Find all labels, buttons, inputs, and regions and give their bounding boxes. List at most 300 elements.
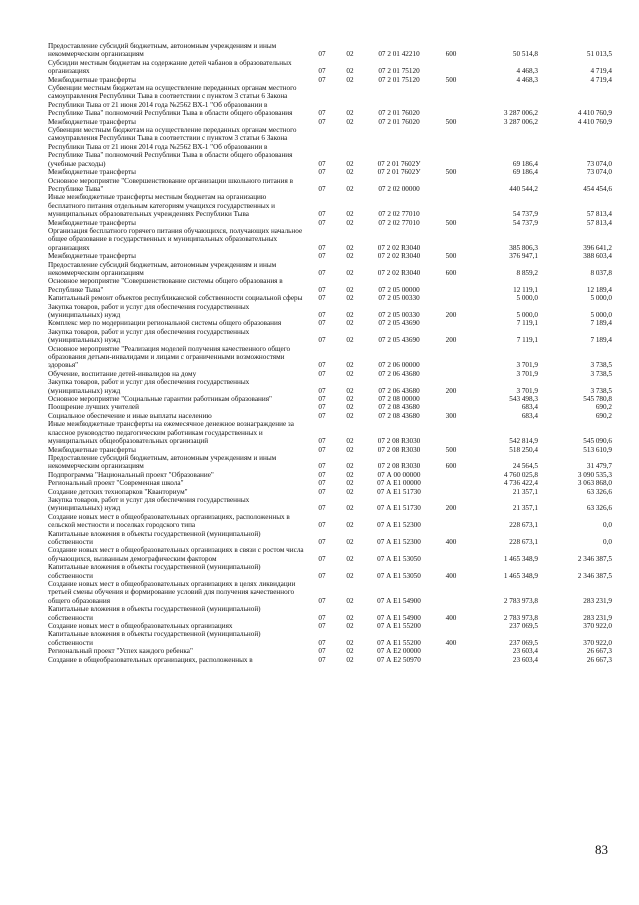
amount-year-1: 21 357,1 <box>512 504 538 513</box>
subsection-code: 02 <box>346 75 354 84</box>
amount-year-1: 50 514,8 <box>512 50 538 59</box>
amount-year-2: 8 037,8 <box>590 268 612 277</box>
amount-year-1: 54 737,9 <box>512 218 538 227</box>
amount-year-2: 12 189,4 <box>586 285 612 294</box>
row-name: Межбюджетные трансферты <box>48 75 136 84</box>
target-article-code: 07 А Е1 55200 <box>377 622 421 631</box>
expense-type-code: 400 <box>445 613 457 622</box>
target-article-code: 07 А Е1 54900 <box>377 613 421 622</box>
table-row <box>48 446 612 454</box>
section-code: 07 <box>318 596 326 605</box>
section-code: 07 <box>318 571 326 580</box>
amount-year-2: 4 719,4 <box>590 67 612 76</box>
amount-year-2: 4 719,4 <box>590 75 612 84</box>
target-article-code: 07 2 02 R3040 <box>377 243 421 252</box>
section-code: 07 <box>318 638 326 647</box>
row-name: Иные межбюджетные трансферты на ежемесячное денежное вознаграждение за классное руководство педагогическим работникам государственных и муниципальных общеобразовательных организаций <box>48 420 294 446</box>
row-name: Региональный проект "Успех каждого ребенка" <box>48 647 193 656</box>
target-article-code: 07 А Е2 50970 <box>377 655 421 664</box>
subsection-code: 02 <box>346 571 354 580</box>
subsection-code: 02 <box>346 386 354 395</box>
row-name: Создание новых мест в общеобразовательных организациях в целях ликвидации третьей смены обучения и формирование условий для получения качественного общего образования <box>48 580 296 605</box>
section-code: 07 <box>318 294 326 303</box>
table-row <box>48 261 612 278</box>
table-row <box>48 647 612 655</box>
row-name: Подпрограмма "Национальный проект "Образование" <box>48 470 214 479</box>
amount-year-2: 454 454,6 <box>583 184 612 193</box>
section-code: 07 <box>318 159 326 168</box>
amount-year-1: 518 250,4 <box>509 445 538 454</box>
target-article-code: 07 2 08 R3030 <box>377 437 421 446</box>
amount-year-1: 542 814,9 <box>509 437 538 446</box>
row-name: Предоставление субсидий бюджетным, автономным учреждениям и иным некоммерческим организациям <box>48 260 277 277</box>
subsection-code: 02 <box>346 268 354 277</box>
amount-year-2: 73 074,0 <box>586 159 612 168</box>
table-row <box>48 42 612 59</box>
expense-type-code <box>434 370 468 378</box>
expense-type-code: 200 <box>445 386 457 395</box>
amount-year-2: 3 063 868,0 <box>577 479 612 488</box>
amount-year-1: 4 468,3 <box>516 75 538 84</box>
section-code: 07 <box>318 168 326 177</box>
expense-type-code <box>434 479 468 487</box>
expense-type-code: 600 <box>445 268 457 277</box>
amount-year-1: 237 069,5 <box>509 622 538 631</box>
row-name: Создание новых мест в общеобразовательных организациях <box>48 622 233 631</box>
subsection-code: 02 <box>346 184 354 193</box>
amount-year-2: 690,2 <box>595 411 612 420</box>
row-name: Иные межбюджетные трансферты местным бюджетам на организацию бесплатного питания отдельным категориям учащихся государственных и муниципальных образовательных учреждениях Республики Тыва <box>48 193 275 219</box>
target-article-code: 07 2 02 77010 <box>378 210 420 219</box>
expense-type-code: 600 <box>445 462 457 471</box>
section-code: 07 <box>318 521 326 530</box>
target-article-code: 07 2 02 R3040 <box>377 268 421 277</box>
budget-table <box>48 42 612 664</box>
target-article-code: 07 2 05 43690 <box>378 319 420 328</box>
expense-type-code <box>434 580 468 605</box>
row-name: Закупка товаров, работ и услуг для обеспечения государственных (муниципальных) нужд <box>48 495 250 513</box>
amount-year-2: 2 346 387,5 <box>577 554 612 563</box>
expense-type-code <box>434 59 468 76</box>
section-code: 07 <box>318 411 326 420</box>
table-row <box>48 177 612 194</box>
subsection-code: 02 <box>346 252 354 261</box>
subsection-code: 02 <box>346 462 354 471</box>
expense-type-code: 500 <box>445 75 457 84</box>
target-article-code: 07 2 02 R3040 <box>377 252 421 261</box>
amount-year-1: 21 357,1 <box>512 487 538 496</box>
subsection-code: 02 <box>346 521 354 530</box>
target-article-code: 07 2 08 43680 <box>378 403 420 412</box>
table-row <box>48 303 612 320</box>
amount-year-1: 683,4 <box>521 403 538 412</box>
subsection-code: 02 <box>346 554 354 563</box>
amount-year-1: 3 287 006,2 <box>503 109 538 118</box>
expense-type-code: 500 <box>445 117 457 126</box>
row-name: Закупка товаров, работ и услуг для обеспечения государственных (муниципальных) нужд <box>48 302 250 319</box>
target-article-code: 07 2 06 00000 <box>378 361 420 370</box>
section-code: 07 <box>318 403 326 412</box>
subsection-code: 02 <box>346 67 354 76</box>
table-row <box>48 580 612 605</box>
amount-year-2: 26 667,3 <box>586 655 612 664</box>
row-name: Капитальные вложения в объекты государственной (муниципальной) собственности <box>48 630 261 647</box>
target-article-code: 07 2 01 75120 <box>378 67 420 76</box>
subsection-code: 02 <box>346 470 354 479</box>
amount-year-1: 2 783 973,8 <box>503 613 538 622</box>
target-article-code: 07 2 05 00330 <box>378 294 420 303</box>
amount-year-1: 543 498,3 <box>509 395 538 404</box>
expense-type-code <box>434 513 468 530</box>
amount-year-2: 545 090,6 <box>583 437 612 446</box>
row-name: Межбюджетные трансферты <box>48 117 136 126</box>
amount-year-2: 73 074,0 <box>586 168 612 177</box>
amount-year-2: 31 479,7 <box>586 462 612 471</box>
subsection-code: 02 <box>346 285 354 294</box>
expense-type-code: 600 <box>445 50 457 59</box>
table-body <box>48 42 612 664</box>
target-article-code: 07 А Е1 51730 <box>377 487 421 496</box>
table-row <box>48 84 612 118</box>
target-article-code: 07 2 01 76020 <box>378 117 420 126</box>
subsection-code: 02 <box>346 109 354 118</box>
table-row <box>48 118 612 126</box>
row-name: Основное мероприятие "Совершенствование организации школьного питания в Республике Тыва" <box>48 176 293 193</box>
section-code: 07 <box>318 395 326 404</box>
expense-type-code: 500 <box>445 218 457 227</box>
amount-year-1: 683,4 <box>521 411 538 420</box>
row-name: Межбюджетные трансферты <box>48 218 136 227</box>
table-row <box>48 294 612 302</box>
amount-year-1: 24 564,5 <box>512 462 538 471</box>
expense-type-code <box>434 656 468 664</box>
amount-year-1: 23 603,4 <box>512 655 538 664</box>
row-name: Межбюджетные трансферты <box>48 252 136 261</box>
section-code: 07 <box>318 336 326 345</box>
subsection-code: 02 <box>346 311 354 319</box>
target-article-code: 07 2 01 76020 <box>378 109 420 118</box>
table-row <box>48 378 612 395</box>
amount-year-2: 3 738,5 <box>590 386 612 395</box>
row-name: Создание новых мест в общеобразовательных организациях в связи с ростом числа обучающихся, вызванным демографическим фактором <box>48 546 304 563</box>
amount-year-2: 51 013,5 <box>586 50 612 59</box>
target-article-code: 07 А Е1 00000 <box>377 479 421 488</box>
subsection-code: 02 <box>346 596 354 605</box>
amount-year-2: 3 738,5 <box>590 369 612 378</box>
target-article-code: 07 2 05 00330 <box>378 311 420 319</box>
subsection-code: 02 <box>346 504 354 513</box>
table-row <box>48 454 612 471</box>
table-row <box>48 59 612 76</box>
section-code: 07 <box>318 369 326 378</box>
row-name: Предоставление субсидий бюджетным, автономным учреждениям и иным некоммерческим организациям <box>48 42 277 59</box>
subsection-code: 02 <box>346 369 354 378</box>
subsection-code: 02 <box>346 403 354 412</box>
table-row <box>48 420 612 445</box>
amount-year-1: 69 186,4 <box>512 159 538 168</box>
amount-year-1: 228 673,1 <box>509 537 538 546</box>
section-code: 07 <box>318 117 326 126</box>
table-row <box>48 479 612 487</box>
amount-year-2: 63 326,6 <box>586 504 612 513</box>
subsection-code: 02 <box>346 437 354 446</box>
subsection-code: 02 <box>346 50 354 59</box>
expense-type-code <box>434 126 468 168</box>
subsection-code: 02 <box>346 411 354 420</box>
amount-year-1: 54 737,9 <box>512 210 538 219</box>
expense-type-code <box>434 84 468 118</box>
amount-year-1: 376 947,1 <box>509 252 538 261</box>
row-name: Создание новых мест в общеобразовательных организациях, расположенных в сельской местности и поселках городского типа <box>48 512 290 530</box>
expense-type-code <box>434 488 468 496</box>
subsection-code: 02 <box>346 479 354 488</box>
table-row <box>48 530 612 547</box>
row-name: Комплекс мер по модернизации региональной системы общего образования <box>48 319 282 328</box>
amount-year-2: 57 813,4 <box>586 210 612 219</box>
expense-type-code <box>434 227 468 252</box>
table-row <box>48 471 612 479</box>
target-article-code: 07 2 02 00000 <box>378 184 420 193</box>
amount-year-1: 7 119,1 <box>516 336 538 345</box>
section-code: 07 <box>318 613 326 622</box>
subsection-code: 02 <box>346 638 354 647</box>
amount-year-2: 283 231,9 <box>583 613 612 622</box>
expense-type-code: 400 <box>445 638 457 647</box>
table-row <box>48 126 612 168</box>
amount-year-1: 228 673,1 <box>509 521 538 530</box>
table-row <box>48 345 612 370</box>
row-name: Основное мероприятие "Реализация моделей получения качественного общего образования детьми-инвалидами и лицами с ограниченными возможностями здоровья" <box>48 344 291 370</box>
amount-year-2: 4 410 760,9 <box>577 109 612 118</box>
target-article-code: 07 2 01 7602У <box>377 168 421 177</box>
target-article-code: 07 А Е1 54900 <box>377 596 421 605</box>
table-row <box>48 227 612 252</box>
target-article-code: 07 А Е1 51730 <box>377 504 421 513</box>
section-code: 07 <box>318 504 326 513</box>
table-row <box>48 605 612 622</box>
amount-year-1: 12 119,1 <box>513 285 538 294</box>
amount-year-2: 0,0 <box>603 521 612 530</box>
section-code: 07 <box>318 285 326 294</box>
section-code: 07 <box>318 361 326 370</box>
row-name: Региональный проект "Современная школа" <box>48 479 184 488</box>
expense-type-code: 400 <box>445 571 457 580</box>
subsection-code: 02 <box>346 647 354 656</box>
amount-year-1: 440 544,2 <box>509 184 538 193</box>
section-code: 07 <box>318 252 326 261</box>
target-article-code: 07 2 01 7602У <box>377 159 421 168</box>
expense-type-code <box>434 647 468 655</box>
amount-year-1: 23 603,4 <box>512 647 538 656</box>
section-code: 07 <box>318 386 326 395</box>
amount-year-1: 4 468,3 <box>516 67 538 76</box>
section-code: 07 <box>318 479 326 488</box>
target-article-code: 07 2 08 00000 <box>378 395 420 404</box>
amount-year-1: 69 186,4 <box>512 168 538 177</box>
expense-type-code <box>434 345 468 370</box>
target-article-code: 07 А Е1 52300 <box>377 537 421 546</box>
amount-year-1: 3 701,9 <box>516 369 538 378</box>
subsection-code: 02 <box>346 622 354 631</box>
subsection-code: 02 <box>346 487 354 496</box>
table-row <box>48 319 612 327</box>
subsection-code: 02 <box>346 210 354 219</box>
amount-year-2: 545 780,8 <box>583 395 612 404</box>
expense-type-code <box>434 546 468 563</box>
row-name: Межбюджетные трансферты <box>48 445 136 454</box>
table-row <box>48 622 612 630</box>
amount-year-2: 57 813,4 <box>586 218 612 227</box>
row-name: Межбюджетные трансферты <box>48 168 136 177</box>
section-code: 07 <box>318 67 326 76</box>
row-name: Создание в общеобразовательных организациях, расположенных в <box>48 655 253 664</box>
amount-year-1: 1 465 348,9 <box>503 571 538 580</box>
row-name: Капитальные вложения в объекты государственной (муниципальной) собственности <box>48 529 261 546</box>
row-name: Поощрение лучших учителей <box>48 403 139 412</box>
section-code: 07 <box>318 437 326 446</box>
amount-year-2: 63 326,6 <box>586 487 612 496</box>
section-code: 07 <box>318 75 326 84</box>
amount-year-2: 388 603,4 <box>583 252 612 261</box>
table-row <box>48 193 612 218</box>
row-name: Субвенции местным бюджетам на осуществление переданных органам местного самоуправления Республики Тыва в соответствии с пунктом 3 статьи 6 Закона Республики Тыва от 21 июня 2014 года №2562 ВХ-1 "Об образовании в Республике Тыва" полномочий Республики Тыва в области общего образования <box>48 84 297 118</box>
amount-year-2: 370 922,0 <box>583 638 612 647</box>
subsection-code: 02 <box>346 445 354 454</box>
table-row <box>48 328 612 345</box>
row-name: Капитальный ремонт объектов республиканской собственности социальной сферы <box>48 294 303 303</box>
expense-type-code: 500 <box>445 445 457 454</box>
amount-year-2: 7 189,4 <box>590 336 612 345</box>
row-name: Капитальные вложения в объекты государственной (муниципальной) собственности <box>48 563 261 580</box>
row-name: Закупка товаров, работ и услуг для обеспечения государственных (муниципальных) нужд <box>48 327 250 345</box>
target-article-code: 07 2 08 R3030 <box>377 462 421 471</box>
row-name: Субсидии местным бюджетам на содержание детей чабанов в образовательных организациях <box>48 58 292 76</box>
amount-year-1: 3 701,9 <box>516 361 538 370</box>
amount-year-1: 3 701,9 <box>516 386 538 395</box>
table-row <box>48 252 612 260</box>
row-name: Обучение, воспитание детей-инвалидов на дому <box>48 369 197 378</box>
table-row <box>48 488 612 496</box>
amount-year-2: 283 231,9 <box>583 596 612 605</box>
section-code: 07 <box>318 462 326 471</box>
section-code: 07 <box>318 470 326 479</box>
table-row <box>48 370 612 378</box>
amount-year-1: 1 465 348,9 <box>503 554 538 563</box>
expense-type-code <box>434 403 468 411</box>
table-row <box>48 168 612 176</box>
subsection-code: 02 <box>346 613 354 622</box>
subsection-code: 02 <box>346 294 354 303</box>
row-name: Основное мероприятие "Совершенствование системы общего образования в Республике Тыва" <box>48 277 283 294</box>
target-article-code: 07 А 00 00000 <box>377 470 421 479</box>
section-code: 07 <box>318 109 326 118</box>
section-code: 07 <box>318 487 326 496</box>
amount-year-2: 5 000,0 <box>590 311 612 319</box>
section-code: 07 <box>318 268 326 277</box>
expense-type-code: 400 <box>445 537 457 546</box>
subsection-code: 02 <box>346 361 354 370</box>
expense-type-code: 200 <box>445 311 457 319</box>
table-row <box>48 630 612 647</box>
section-code: 07 <box>318 622 326 631</box>
target-article-code: 07 А Е1 55200 <box>377 638 421 647</box>
target-article-code: 07 А Е1 53050 <box>377 554 421 563</box>
page-number: 83 <box>595 842 608 857</box>
section-code: 07 <box>318 445 326 454</box>
target-article-code: 07 2 02 77010 <box>378 218 420 227</box>
subsection-code: 02 <box>346 117 354 126</box>
target-article-code: 07 А Е1 53050 <box>377 571 421 580</box>
row-name: Социальное обеспечение и иные выплаты населению <box>48 411 212 420</box>
table-row <box>48 656 612 664</box>
target-article-code: 07 2 05 00000 <box>378 285 420 294</box>
subsection-code: 02 <box>346 537 354 546</box>
table-row <box>48 496 612 513</box>
subsection-code: 02 <box>346 218 354 227</box>
table-row <box>48 76 612 84</box>
target-article-code: 07 2 01 75120 <box>378 75 420 84</box>
amount-year-2: 26 667,3 <box>586 647 612 656</box>
section-code: 07 <box>318 218 326 227</box>
target-article-code: 07 2 08 R3030 <box>377 445 421 454</box>
amount-year-1: 4 736 422,4 <box>503 479 538 488</box>
amount-year-1: 2 783 973,8 <box>503 596 538 605</box>
table-row <box>48 219 612 227</box>
expense-type-code: 200 <box>445 504 457 513</box>
amount-year-2: 2 346 387,5 <box>577 571 612 580</box>
subsection-code: 02 <box>346 319 354 328</box>
amount-year-2: 690,2 <box>595 403 612 412</box>
target-article-code: 07 2 06 43680 <box>378 386 420 395</box>
amount-year-1: 4 760 025,8 <box>503 470 538 479</box>
subsection-code: 02 <box>346 395 354 404</box>
expense-type-code: 300 <box>445 411 457 420</box>
expense-type-code <box>434 395 468 403</box>
section-code: 07 <box>318 554 326 563</box>
amount-year-2: 4 410 760,9 <box>577 117 612 126</box>
expense-type-code: 500 <box>445 168 457 177</box>
target-article-code: 07 2 08 43680 <box>378 411 420 420</box>
row-name: Предоставление субсидий бюджетным, автономным учреждениям и иным некоммерческим организациям <box>48 453 277 471</box>
subsection-code: 02 <box>346 655 354 664</box>
row-name: Субвенции местным бюджетам на осуществление переданных органам местного самоуправления Республики Тыва в соответствии с пунктом 3 статьи 6 Закона Республики Тыва от 21 июня 2014 года №2562 ВХ-1 "Об образовании в Республике Тыва" полномочий Республики Тыва в области общего образования (учебные расходы) <box>48 126 297 168</box>
subsection-code: 02 <box>346 243 354 252</box>
subsection-code: 02 <box>346 168 354 177</box>
subsection-code: 02 <box>346 159 354 168</box>
expense-type-code: 200 <box>445 336 457 345</box>
target-article-code: 07 2 05 43690 <box>378 336 420 345</box>
table-row <box>48 563 612 580</box>
section-code: 07 <box>318 311 326 319</box>
expense-type-code <box>434 319 468 327</box>
expense-type-code <box>434 193 468 218</box>
amount-year-1: 237 069,5 <box>509 638 538 647</box>
expense-type-code <box>434 622 468 630</box>
table-row <box>48 412 612 420</box>
amount-year-2: 3 090 535,3 <box>577 470 612 479</box>
expense-type-code <box>434 294 468 302</box>
section-code: 07 <box>318 319 326 328</box>
amount-year-2: 7 189,4 <box>590 319 612 328</box>
table-row <box>48 513 612 530</box>
amount-year-2: 513 610,9 <box>583 445 612 454</box>
amount-year-1: 3 287 006,2 <box>503 117 538 126</box>
expense-type-code: 500 <box>445 252 457 261</box>
row-name: Основное мероприятие "Социальные гарантии работникам образования" <box>48 395 272 404</box>
row-name: Создание детских технопарков "Кванториум" <box>48 487 188 496</box>
section-code: 07 <box>318 655 326 664</box>
row-name: Организация бесплатного горячего питания обучающихся, получающих начальное общее образование в государственных и муниципальных образовательных организациях <box>48 226 303 252</box>
